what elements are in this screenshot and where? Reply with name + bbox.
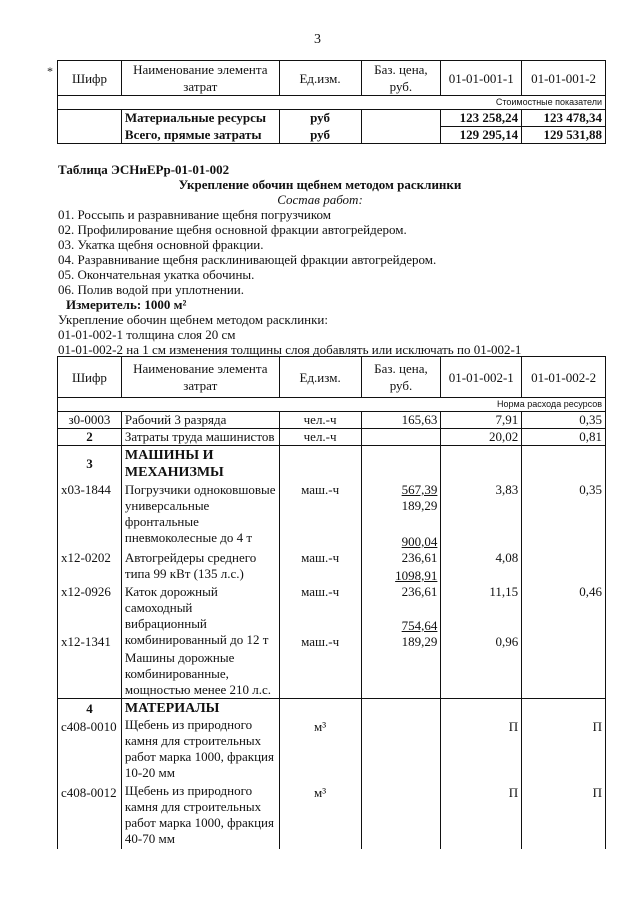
material-name: Щебень из природного камня для строительных работ марка 1000, фракция 40-70 мм (124, 783, 274, 846)
row-price (361, 429, 441, 446)
row-code: с408-0010 (61, 719, 117, 734)
header-col1: 01-01-002-1 (441, 357, 522, 398)
machine-name: Погрузчики одноковшовые универсальные фронтальные пневмоколесные до 4 т (124, 482, 276, 545)
row-price-secondary: 236,61 (401, 550, 438, 565)
page-number: 3 (314, 32, 321, 47)
machine-name: Каток дорожный самоходный вибрационный комбинированный до 12 т (124, 584, 269, 647)
margin-mark: * (47, 64, 53, 78)
row-unit: маш.-ч (301, 634, 340, 649)
row-price-secondary: 236,61 (401, 584, 438, 599)
row-price: 165,63 (361, 412, 441, 429)
row-code: 2 (58, 429, 122, 446)
row-price: 567,39 (401, 482, 438, 497)
table-row (58, 110, 606, 127)
main-table-subheader: Норма расхода ресурсов (58, 398, 606, 412)
row-value-1: 3,83 (495, 482, 519, 497)
main-table-header-row (58, 357, 606, 398)
row-price: 1098,91 (395, 568, 438, 583)
row-value-1: 0,96 (495, 634, 519, 649)
row-unit: маш.-ч (301, 482, 340, 497)
table-row (58, 127, 606, 144)
row-code: з0-0003 (58, 412, 122, 429)
row-value-2: 0,46 (579, 584, 602, 599)
machines-section-title: МАШИНЫ И МЕХАНИЗМЫ (124, 448, 224, 480)
top-table-header-row (58, 61, 606, 96)
table-row (58, 412, 606, 429)
header-col2: 01-01-001-2 (522, 61, 606, 96)
description-line: 01-01-002-2 на 1 см изменения толщины слоя добавлять или исключать по 01-002-1 (58, 342, 522, 357)
machine-name: Автогрейдеры среднего типа 99 кВт (135 л.с.) (124, 550, 257, 581)
row-value-1: 129 295,14 (441, 127, 522, 144)
work-step: 01. Россыпь и разравнивание щебня погрузчиком (58, 207, 331, 222)
work-step: 04. Разравнивание щебня расклинивающей фракции автогрейдером. (58, 252, 437, 267)
row-value-2: П (592, 719, 602, 734)
row-value-2: 123 478,34 (522, 110, 606, 127)
header-code: Шифр (58, 357, 122, 398)
table-title: Таблица ЭСНиЕРр-01-01-002 (58, 162, 230, 177)
row-price-secondary: 189,29 (401, 498, 438, 513)
row-value-2: 0,35 (579, 482, 602, 497)
row-value-2: П (592, 785, 602, 800)
machine-name: Машины дорожные комбинированные, мощностью менее 210 л.с. (124, 650, 272, 697)
header-price: Баз. цена, руб. (361, 61, 441, 96)
section-code: 3 (86, 456, 93, 471)
row-value-1: 20,02 (441, 429, 522, 446)
row-unit: чел.-ч (279, 429, 361, 446)
row-price: 900,04 (401, 534, 438, 549)
row-unit: маш.-ч (301, 550, 340, 565)
row-value-1: 123 258,24 (441, 110, 522, 127)
row-unit: руб (279, 127, 361, 144)
row-unit: чел.-ч (279, 412, 361, 429)
row-value-2: 0,81 (522, 429, 606, 446)
row-value-2: 129 531,88 (522, 127, 606, 144)
top-cost-table (57, 60, 606, 144)
row-value-1: П (508, 719, 519, 734)
row-code: х12-0926 (61, 584, 111, 599)
row-value-1: П (508, 785, 519, 800)
measure-unit: Измеритель: 1000 м² (66, 297, 187, 312)
material-name: Щебень из природного камня для строительных работ марка 1000, фракция 10-20 мм (124, 717, 274, 780)
materials-section-title: МАТЕРИАЛЫ (124, 701, 220, 716)
section-title: Укрепление обочин щебнем методом расклинки (178, 177, 462, 192)
row-code: х03-1844 (61, 482, 111, 497)
row-value-2: 0,35 (522, 412, 606, 429)
row-name: Всего, прямые затраты (121, 127, 279, 144)
header-name: Наименование элемента затрат (121, 357, 279, 398)
work-step: 05. Окончательная укатка обочины. (58, 267, 255, 282)
resource-norms-table (57, 356, 606, 849)
header-unit: Ед.изм. (279, 61, 361, 96)
header-name: Наименование элемента затрат (121, 61, 279, 96)
materials-block (58, 699, 606, 850)
row-code: х12-1341 (61, 634, 111, 649)
header-col1: 01-01-001-1 (441, 61, 522, 96)
row-code: х12-0202 (61, 550, 111, 565)
row-unit: м³ (314, 785, 327, 800)
row-name: Материальные ресурсы (121, 110, 279, 127)
table-row (58, 429, 606, 446)
work-step: 03. Укатка щебня основной фракции. (58, 237, 264, 252)
section-code: 4 (86, 701, 93, 716)
work-step: 06. Полив водой при уплотнении. (58, 282, 245, 297)
work-step: 02. Профилирование щебня основной фракции автогрейдером. (58, 222, 407, 237)
row-name: Рабочий 3 разряда (121, 412, 279, 429)
row-value-1: 11,15 (489, 584, 519, 599)
row-value-1: 7,91 (441, 412, 522, 429)
description-line: Укрепление обочин щебнем методом расклинки: (58, 312, 328, 327)
row-value-2 (525, 550, 602, 566)
header-unit: Ед.изм. (279, 357, 361, 398)
machines-block (58, 446, 606, 699)
row-unit: маш.-ч (301, 584, 340, 599)
row-price-secondary: 189,29 (401, 634, 438, 649)
row-name: Затраты труда машинистов (121, 429, 279, 446)
row-unit: м³ (314, 719, 327, 734)
header-code: Шифр (58, 61, 122, 96)
row-code: с408-0012 (61, 785, 117, 800)
header-price: Баз. цена, руб. (361, 357, 441, 398)
row-price: 754,64 (401, 618, 438, 633)
row-unit: руб (279, 110, 361, 127)
row-value-1: 4,08 (495, 550, 519, 565)
composition-title: Состав работ: (277, 192, 363, 207)
header-col2: 01-01-002-2 (522, 357, 606, 398)
description-line: 01-01-002-1 толщина слоя 20 см (58, 327, 236, 342)
top-table-subheader: Стоимостные показатели (58, 96, 606, 110)
